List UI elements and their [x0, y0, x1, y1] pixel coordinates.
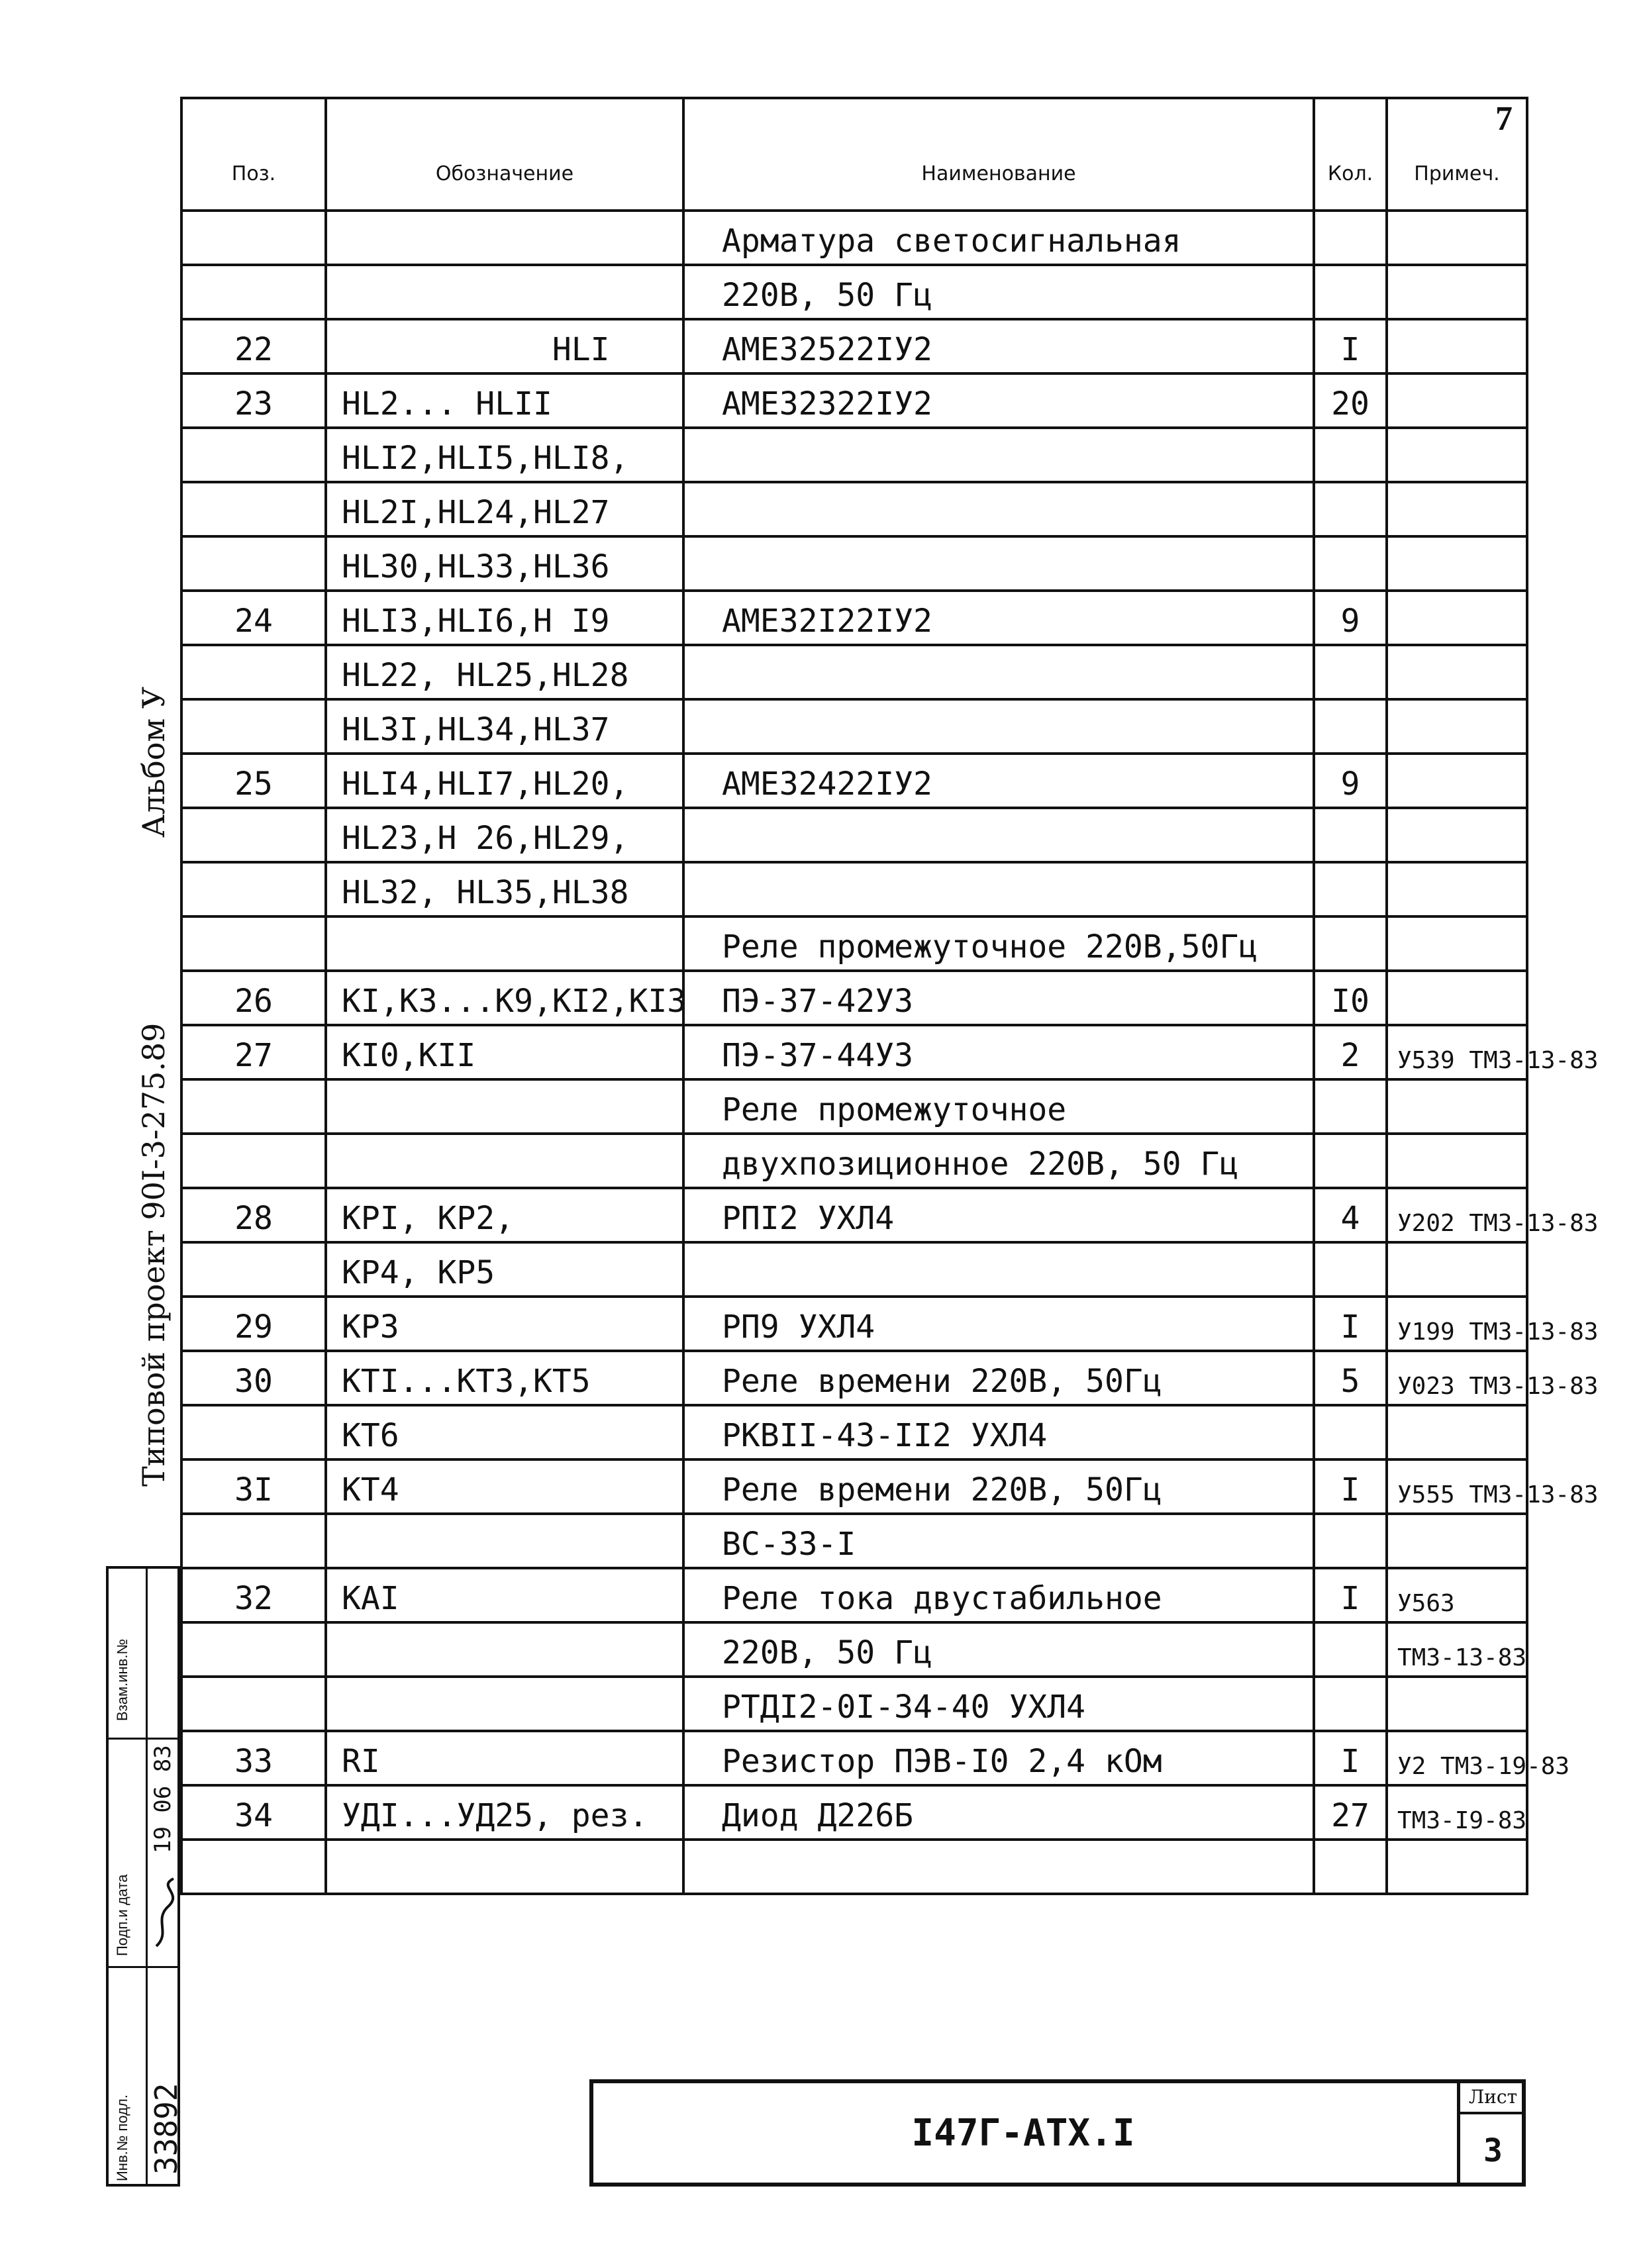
row-note	[1387, 699, 1527, 754]
table-row	[181, 1622, 1527, 1677]
table-row	[181, 1079, 1527, 1134]
row-designation: HL2... HLII	[326, 373, 683, 428]
row-designation: KT6	[326, 1405, 683, 1459]
signature-date-label: Подп.и дата	[114, 1874, 130, 1956]
table-row	[181, 428, 1527, 482]
table-row	[181, 699, 1527, 754]
row-note	[1387, 916, 1527, 971]
row-name: 220В, 50 Гц	[683, 265, 1314, 319]
archive-stamp	[106, 1566, 184, 2187]
row-note: У023 ТМ3-13-83	[1387, 1351, 1527, 1405]
row-designation: KI0,KII	[326, 1025, 683, 1079]
row-name: АМЕ32322IУ2	[683, 373, 1314, 428]
row-qty	[1314, 1134, 1387, 1188]
row-note	[1387, 1514, 1527, 1568]
table-header-row	[181, 98, 1527, 211]
inv-dup-label: Взам.инв.№	[114, 1638, 130, 1721]
table-row	[181, 211, 1527, 265]
row-designation: KTI...KT3,KT5	[326, 1351, 683, 1405]
table-row	[181, 591, 1527, 645]
row-pos	[181, 1079, 326, 1134]
row-designation	[326, 1677, 683, 1731]
row-pos: 30	[181, 1351, 326, 1405]
row-pos	[181, 211, 326, 265]
row-name: РТДI2-0I-34-40 УХЛ4	[683, 1677, 1314, 1731]
row-note	[1387, 211, 1527, 265]
row-pos	[181, 1514, 326, 1568]
row-designation: HLI2,HLI5,HLI8,	[326, 428, 683, 482]
row-name: Реле времени 220В, 50Гц	[683, 1459, 1314, 1514]
row-pos: 27	[181, 1025, 326, 1079]
row-designation: HLI	[326, 319, 683, 373]
row-note: ТМ3-13-83	[1387, 1622, 1527, 1677]
row-name: РПI2 УХЛ4	[683, 1188, 1314, 1242]
row-designation: HLI4,HLI7,HL20,	[326, 754, 683, 808]
row-name	[683, 808, 1314, 862]
table-row	[181, 1297, 1527, 1351]
project-label: Типовой проект 90I-3-275.89	[136, 1022, 172, 1487]
row-qty: 5	[1314, 1351, 1387, 1405]
row-qty: 4	[1314, 1188, 1387, 1242]
row-name: Реле промежуточное	[683, 1079, 1314, 1134]
row-pos	[181, 482, 326, 536]
row-qty: 9	[1314, 754, 1387, 808]
row-designation	[326, 1514, 683, 1568]
row-name	[683, 1840, 1314, 1894]
table-row	[181, 862, 1527, 916]
row-note	[1387, 754, 1527, 808]
row-designation: HL2I,HL24,HL27	[326, 482, 683, 536]
row-name: двухпозиционное 220В, 50 Гц	[683, 1134, 1314, 1188]
row-qty	[1314, 1405, 1387, 1459]
row-pos	[181, 645, 326, 699]
row-qty	[1314, 1242, 1387, 1297]
row-name: АМЕ32I22IУ2	[683, 591, 1314, 645]
row-pos	[181, 428, 326, 482]
row-qty: I	[1314, 1731, 1387, 1785]
row-note	[1387, 373, 1527, 428]
row-qty: I	[1314, 1297, 1387, 1351]
row-note	[1387, 428, 1527, 482]
row-qty	[1314, 1622, 1387, 1677]
row-name	[683, 536, 1314, 591]
row-qty	[1314, 428, 1387, 482]
sheet-number: 7	[1495, 100, 1513, 138]
row-designation: KAI	[326, 1568, 683, 1622]
table-row	[181, 1514, 1527, 1568]
row-pos	[181, 1622, 326, 1677]
row-name	[683, 862, 1314, 916]
row-designation: KP3	[326, 1297, 683, 1351]
row-note	[1387, 1242, 1527, 1297]
row-pos	[181, 1840, 326, 1894]
row-note	[1387, 1079, 1527, 1134]
row-note	[1387, 1840, 1527, 1894]
row-designation	[326, 916, 683, 971]
row-qty	[1314, 482, 1387, 536]
row-designation: KP4, KP5	[326, 1242, 683, 1297]
row-qty	[1314, 1079, 1387, 1134]
row-designation: УДI...УД25, рез.	[326, 1785, 683, 1840]
row-designation: HLI3,HLI6,H I9	[326, 591, 683, 645]
row-note	[1387, 319, 1527, 373]
row-note: ТМ3-I9-83	[1387, 1785, 1527, 1840]
row-note: У563	[1387, 1568, 1527, 1622]
row-pos	[181, 536, 326, 591]
inv-orig-value: 33892	[148, 2083, 184, 2175]
row-qty	[1314, 862, 1387, 916]
row-qty	[1314, 699, 1387, 754]
row-designation: KPI, KP2,	[326, 1188, 683, 1242]
row-qty	[1314, 1840, 1387, 1894]
row-pos	[181, 265, 326, 319]
row-designation	[326, 1079, 683, 1134]
row-note	[1387, 1134, 1527, 1188]
row-name	[683, 482, 1314, 536]
row-note	[1387, 862, 1527, 916]
row-pos: 23	[181, 373, 326, 428]
table-row	[181, 265, 1527, 319]
row-qty	[1314, 1514, 1387, 1568]
document-code: I47Г-АТХ.I	[911, 2111, 1135, 2155]
row-name: Реле времени 220В, 50Гц	[683, 1351, 1314, 1405]
table-row	[181, 1840, 1527, 1894]
row-pos	[181, 1242, 326, 1297]
table-row	[181, 1677, 1527, 1731]
col-header-designation: Обозначение	[326, 98, 683, 211]
row-note	[1387, 591, 1527, 645]
row-name: Диод Д226Б	[683, 1785, 1314, 1840]
row-pos	[181, 862, 326, 916]
row-designation: KT4	[326, 1459, 683, 1514]
table-row	[181, 319, 1527, 373]
table-row	[181, 1188, 1527, 1242]
row-pos: 3I	[181, 1459, 326, 1514]
row-designation	[326, 1840, 683, 1894]
row-pos: 32	[181, 1568, 326, 1622]
table-row	[181, 1459, 1527, 1514]
row-pos	[181, 699, 326, 754]
signature-mark	[151, 1873, 180, 1953]
row-note	[1387, 645, 1527, 699]
row-qty	[1314, 808, 1387, 862]
row-note	[1387, 536, 1527, 591]
sheet-value: 3	[1483, 2132, 1503, 2169]
row-note	[1387, 1405, 1527, 1459]
table-row	[181, 373, 1527, 428]
row-designation: HL22, HL25,HL28	[326, 645, 683, 699]
row-qty	[1314, 536, 1387, 591]
row-note	[1387, 808, 1527, 862]
table-row	[181, 971, 1527, 1025]
table-row	[181, 482, 1527, 536]
row-name: Резистор ПЭВ-I0 2,4 кОм	[683, 1731, 1314, 1785]
row-designation	[326, 1622, 683, 1677]
table-row	[181, 1351, 1527, 1405]
row-name: РКВII-43-II2 УХЛ4	[683, 1405, 1314, 1459]
row-qty: I	[1314, 1459, 1387, 1514]
row-qty: 20	[1314, 373, 1387, 428]
table-row	[181, 808, 1527, 862]
row-qty	[1314, 265, 1387, 319]
row-designation: HL30,HL33,HL36	[326, 536, 683, 591]
row-name: Реле промежуточное 220В,50Гц	[683, 916, 1314, 971]
row-name	[683, 645, 1314, 699]
row-designation	[326, 211, 683, 265]
row-name: ПЭ-37-44У3	[683, 1025, 1314, 1079]
row-note	[1387, 265, 1527, 319]
row-name: 220В, 50 Гц	[683, 1622, 1314, 1677]
table-row	[181, 1134, 1527, 1188]
row-note	[1387, 1677, 1527, 1731]
row-note: У202 ТМ3-13-83	[1387, 1188, 1527, 1242]
row-qty	[1314, 916, 1387, 971]
table-row	[181, 645, 1527, 699]
col-header-pos: Поз.	[181, 98, 326, 211]
row-name: Реле тока двустабильное	[683, 1568, 1314, 1622]
row-pos: 22	[181, 319, 326, 373]
row-pos	[181, 1405, 326, 1459]
row-pos: 24	[181, 591, 326, 645]
row-pos	[181, 916, 326, 971]
sheet-label: Лист	[1460, 2086, 1526, 2114]
row-pos: 26	[181, 971, 326, 1025]
row-note: У2 ТМ3-19-83	[1387, 1731, 1527, 1785]
row-qty: I0	[1314, 971, 1387, 1025]
row-qty: 27	[1314, 1785, 1387, 1840]
row-designation: HL23,H 26,HL29,	[326, 808, 683, 862]
row-name: РП9 УХЛ4	[683, 1297, 1314, 1351]
table-row	[181, 1785, 1527, 1840]
row-name: Арматура светосигнальная	[683, 211, 1314, 265]
col-header-qty: Кол.	[1314, 98, 1387, 211]
table-row	[181, 916, 1527, 971]
row-qty: I	[1314, 319, 1387, 373]
signature-date: 19 06 83	[150, 1745, 176, 1853]
row-note	[1387, 971, 1527, 1025]
row-designation: HL32, HL35,HL38	[326, 862, 683, 916]
row-name	[683, 699, 1314, 754]
row-designation: RI	[326, 1731, 683, 1785]
table-row	[181, 1025, 1527, 1079]
row-qty	[1314, 211, 1387, 265]
specification-table	[180, 97, 1599, 1895]
row-pos: 29	[181, 1297, 326, 1351]
row-note: У539 ТМ3-13-83	[1387, 1025, 1527, 1079]
row-pos	[181, 1134, 326, 1188]
row-designation: HL3I,HL34,HL37	[326, 699, 683, 754]
row-note	[1387, 482, 1527, 536]
row-name: АМЕ32422IУ2	[683, 754, 1314, 808]
row-designation	[326, 1134, 683, 1188]
row-qty	[1314, 645, 1387, 699]
row-name: ПЭ-37-42У3	[683, 971, 1314, 1025]
table-row	[181, 1568, 1527, 1622]
row-pos	[181, 1677, 326, 1731]
row-qty: 9	[1314, 591, 1387, 645]
row-name	[683, 428, 1314, 482]
row-pos: 33	[181, 1731, 326, 1785]
row-pos: 28	[181, 1188, 326, 1242]
row-qty: 2	[1314, 1025, 1387, 1079]
row-name: АМЕ32522IУ2	[683, 319, 1314, 373]
row-note: У199 ТМ3-13-83	[1387, 1297, 1527, 1351]
row-pos	[181, 808, 326, 862]
row-pos: 34	[181, 1785, 326, 1840]
row-name: ВС-33-I	[683, 1514, 1314, 1568]
row-qty	[1314, 1677, 1387, 1731]
album-label: Альбом У	[136, 686, 172, 838]
table-row	[181, 754, 1527, 808]
table-row	[181, 1405, 1527, 1459]
col-header-name: Наименование	[683, 98, 1314, 211]
table-row	[181, 1242, 1527, 1297]
table-row	[181, 1731, 1527, 1785]
table-row	[181, 536, 1527, 591]
col-header-note: Примеч.	[1387, 98, 1527, 211]
row-qty: I	[1314, 1568, 1387, 1622]
row-designation: KI,K3...K9,KI2,KI3	[326, 971, 683, 1025]
row-note: У555 ТМ3-13-83	[1387, 1459, 1527, 1514]
row-name	[683, 1242, 1314, 1297]
row-designation	[326, 265, 683, 319]
inv-orig-label: Инв.№ подл.	[114, 2095, 130, 2181]
row-pos: 25	[181, 754, 326, 808]
